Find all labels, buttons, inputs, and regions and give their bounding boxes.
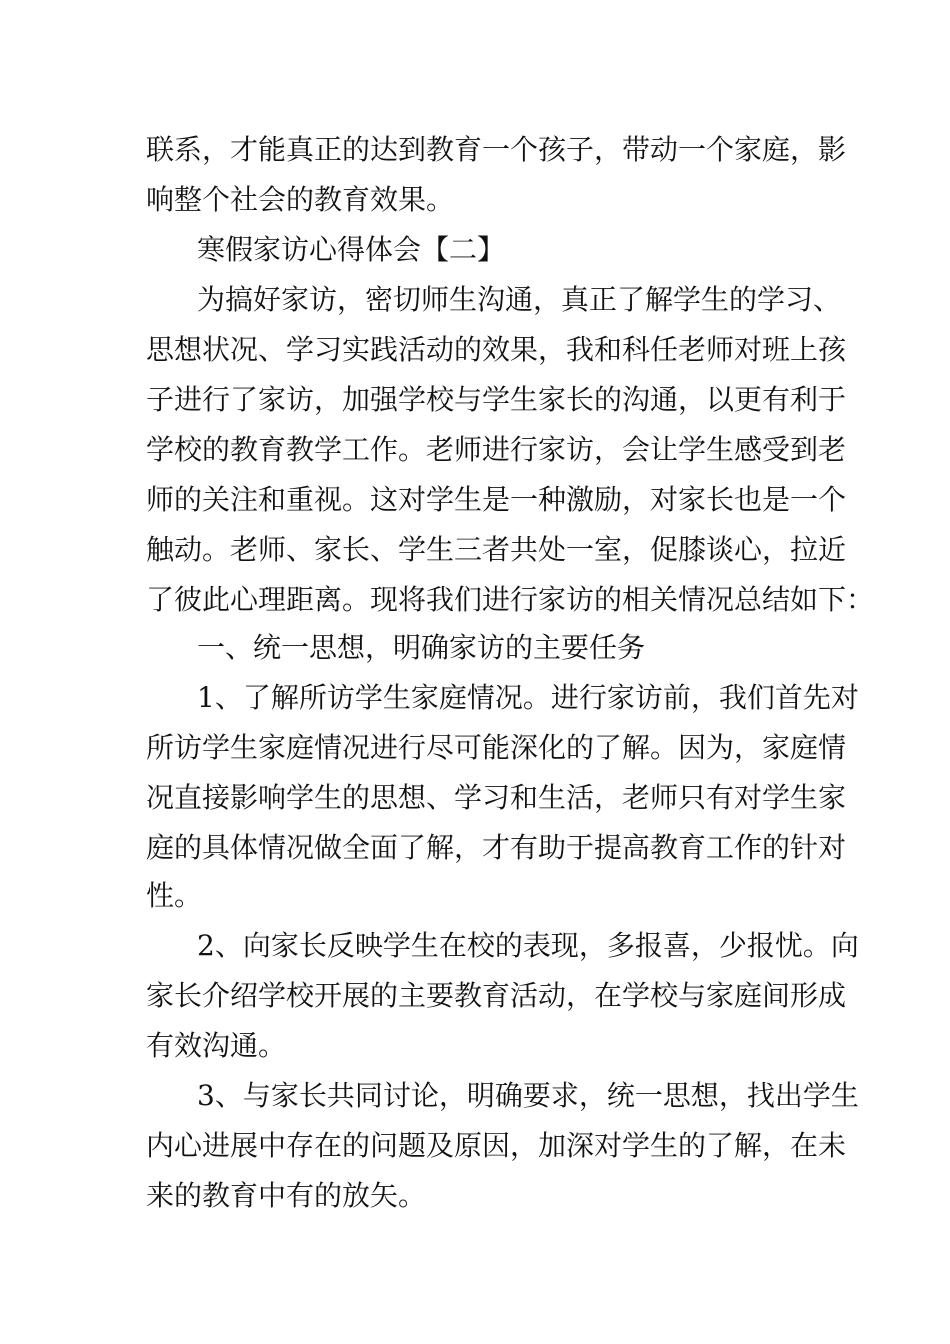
section-heading: 寒假家访心得体会【二】 [197,233,506,266]
text-line: 子进行了家访，加强学校与学生家长的沟通，以更有利于 [146,383,847,416]
text-line: 庭的具体情况做全面了解，才有助于提高教育工作的针对 [146,831,847,864]
text-line: 1、了解所访学生家庭情况。进行家访前，我们首先对 [197,681,859,714]
text-line: 了彼此心理距离。现将我们进行家访的相关情况总结如下： [146,583,875,616]
text-line: 3、与家长共同讨论，明确要求，统一思想，找出学生 [197,1079,859,1112]
text-line: 来的教育中有的放矢。 [146,1179,427,1212]
text-line: 联系，才能真正的达到教育一个孩子，带动一个家庭，影 [146,133,847,166]
text-line: 况直接影响学生的思想、学习和生活，老师只有对学生家 [146,781,847,814]
text-line: 响整个社会的教育效果。 [146,183,455,216]
text-line: 内心进展中存在的问题及原因，加深对学生的了解，在未 [146,1129,847,1162]
text-line: 为搞好家访，密切师生沟通，真正了解学生的学习、 [197,283,842,316]
text-line: 触动。老师、家长、学生三者共处一室，促膝谈心，拉近 [146,533,847,566]
text-line: 思想状况、学习实践活动的效果，我和科任老师对班上孩 [146,333,847,366]
text-line: 所访学生家庭情况进行尽可能深化的了解。因为，家庭情 [146,731,847,764]
text-line: 有效沟通。 [146,1029,287,1062]
section-heading: 一、统一思想，明确家访的主要任务 [197,631,646,664]
text-line: 2、向家长反映学生在校的表现，多报喜，少报忧。向 [197,929,859,962]
text-line: 师的关注和重视。这对学生是一种激励，对家长也是一个 [146,483,847,516]
text-line: 家长介绍学校开展的主要教育活动，在学校与家庭间形成 [146,979,847,1012]
text-line: 性。 [146,879,203,912]
text-line: 学校的教育教学工作。老师进行家访，会让学生感受到老 [146,433,847,466]
